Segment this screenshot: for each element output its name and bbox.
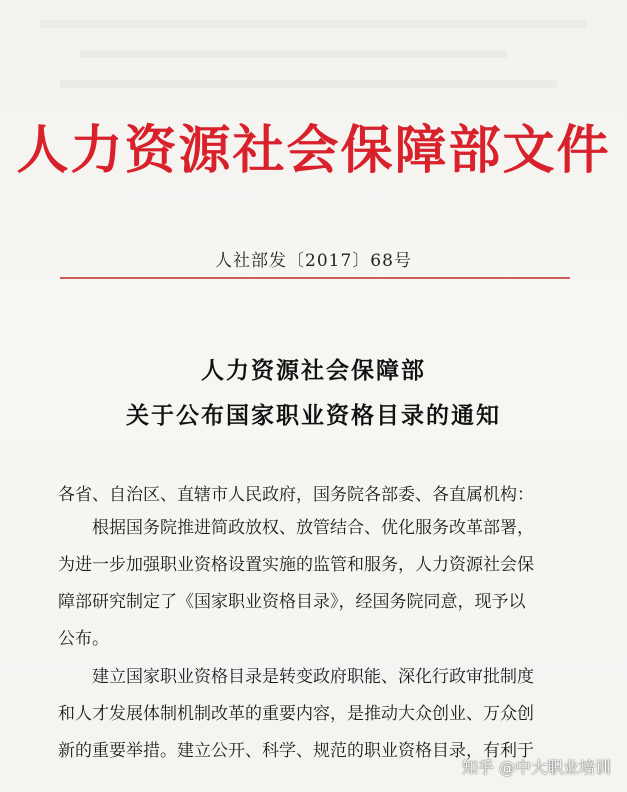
- paragraph-2-line: 新的重要举措。建立公开、科学、规范的职业资格目录，有利于: [58, 741, 534, 761]
- paragraph-1-line: 根据国务院推进简政放权、放管结合、优化服务改革部署，: [92, 518, 534, 538]
- notice-title-line-2: 关于公布国家职业资格目录的通知: [126, 402, 501, 429]
- paragraph-1-line: 公布。: [58, 629, 109, 649]
- paragraph-1-line: 为进一步加强职业资格设置实施的监管和服务，人力资源社会保: [58, 555, 534, 575]
- paragraph-2-line: 建立国家职业资格目录是转变政府职能、深化行政审批制度: [92, 667, 534, 687]
- source-watermark: 知乎 @中大职业培训: [461, 758, 611, 777]
- faint-bleed-through: [60, 80, 557, 88]
- issuer-title: 人力资源社会保障部文件: [16, 120, 611, 181]
- paragraph-1-line: 障部研究制定了《国家职业资格目录》，经国务院同意，现予以: [58, 592, 526, 612]
- faint-bleed-through: [80, 50, 507, 58]
- header-divider: [60, 277, 570, 279]
- paragraph-2-line: 和人才发展体制机制改革的重要内容，是推动大众创业、万众创: [58, 704, 534, 724]
- notice-title-line-1: 人力资源社会保障部: [201, 357, 426, 384]
- salutation: 各省、自治区、直辖市人民政府，国务院各部委、各直属机构：: [58, 485, 534, 505]
- document-number: 人社部发〔2017〕68号: [215, 251, 412, 271]
- faint-bleed-through: [40, 20, 587, 28]
